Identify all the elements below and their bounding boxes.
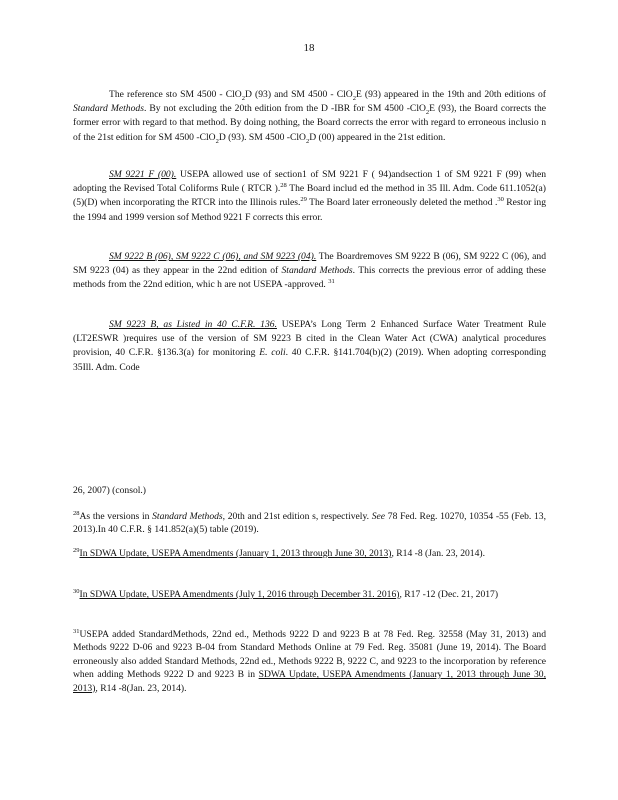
footnote-31: $^{31}$USEPA added StandardMethods, 22nd ed., Methods 9222 D and 9223 B at 78 Fed. Reg. 32558 (May 31, 2013) and Methods 9222 D-06 and 9223 B-04 from Standard Methods Online at 79 Fed. Reg. 35081 (June 19, 2014). The Board erroneously also added Standard Methods, 22nd ed., Methods 9222 B, 9222 C, and 9223 to the incorporation by reference when adding Methods 9222 D and 9223 B in SDWA Update, USEPA Amendments (January 1, 2013 through June 30, 2013), R14 -8(Jan. 23, 2014). — [73, 627, 546, 694]
section-heading: SM 9221 F (00). — [109, 169, 177, 180]
footnote-ref: 28 — [280, 182, 287, 190]
footnote-28: $^{28}$As the versions in Standard Methods, 20th and 21st edition s, respectively. See 78 Fed. Reg. 10270, 10354 -55 (Feb. 13, 2013).In 40 C.F.R. § 141.852(a)(5) table (2019). — [73, 509, 547, 536]
paragraph-sm9222: SM 9222 B (06), SM 9222 C (06), and SM 9223 (04). The Boardremoves SM 9222 B (06), SM 9222 C (06), and SM 9223 (04) as they appear in the 22nd edition of Standard Methods. This corrects the previous error of adding these methods from the 22nd edition, whic h are not USEPA -approved. $^{31}$ — [73, 251, 546, 291]
paragraph-sm9221f: SM 9221 F (00). USEPA allowed use of section1 of SM 9221 F ( 94)andsection 1 of SM 9221 F (99) when adopting the Revised Total Coliforms Rule ( RTCR ).$^{28}$ The Board includ ed the method in 35 Ill. Adm. Code 611.1052(a)(5)(D) when incorporating the RTCR into the Illinois rules.$^{29}$ The Board later erroneously deleted the method .$^{30}$ Restor ing the 1994 and 1999 version sof Method 9221 F corrects this error. — [73, 169, 547, 223]
footnote-ref: 30 — [497, 196, 504, 204]
carryover-text: 26, 2007) (consol.) — [73, 485, 147, 496]
footnote-ref: 31 — [328, 278, 335, 286]
section-heading: SM 9223 B, as Listed in 40 C.F.R. 136. — [109, 319, 277, 330]
page-number: 18 — [303, 42, 315, 54]
paragraph-sm9223b: SM 9223 B, as Listed in 40 C.F.R. 136. USEPA’s Long Term 2 Enhanced Surface Water Treatment Rule (LT2ESWR )requires use of the version of SM 9223 B cited in the Clean Water Act (CWA) analytical procedures provision, 40 C.F.R. §136.3(a) for monitoring E. coli. 40 C.F.R. §141.704(b)(2) (2019). When adopting corresponding 35Ill. Adm. Code — [73, 319, 546, 373]
paragraph-clo2: The reference sto SM 4500 - ClO$_2$D (93) and SM 4500 - ClO$_2$E (93) appeared in the 19th and 20th editions of Standard Methods. By not excluding the 20th edition from the D -IBR for SM 4500 -ClO$_2$E (93), the Board corrects the former error with regard to that method. By doing nothing, the Board corrects the error with regard to erroneous inclusio n of the 21st edition for SM 4500 -ClO$_2$D (93). SM 4500 -ClO$_2$D (00) appeared in the 21st edition. — [73, 89, 547, 145]
footnote-30: $^{30}$In SDWA Update, USEPA Amendments (July 1, 2016 through December 31. 2016), R17 -12 (Dec. 21, 2017) — [73, 587, 499, 600]
footnote-29: $^{29}$In SDWA Update, USEPA Amendments (January 1, 2013 through June 30, 2013), R14 -8 (Jan. 23, 2014). — [73, 546, 485, 559]
footnote-ref: 29 — [300, 196, 307, 204]
section-heading: SM 9222 B (06), SM 9222 C (06), and SM 9223 (04). — [109, 251, 317, 262]
